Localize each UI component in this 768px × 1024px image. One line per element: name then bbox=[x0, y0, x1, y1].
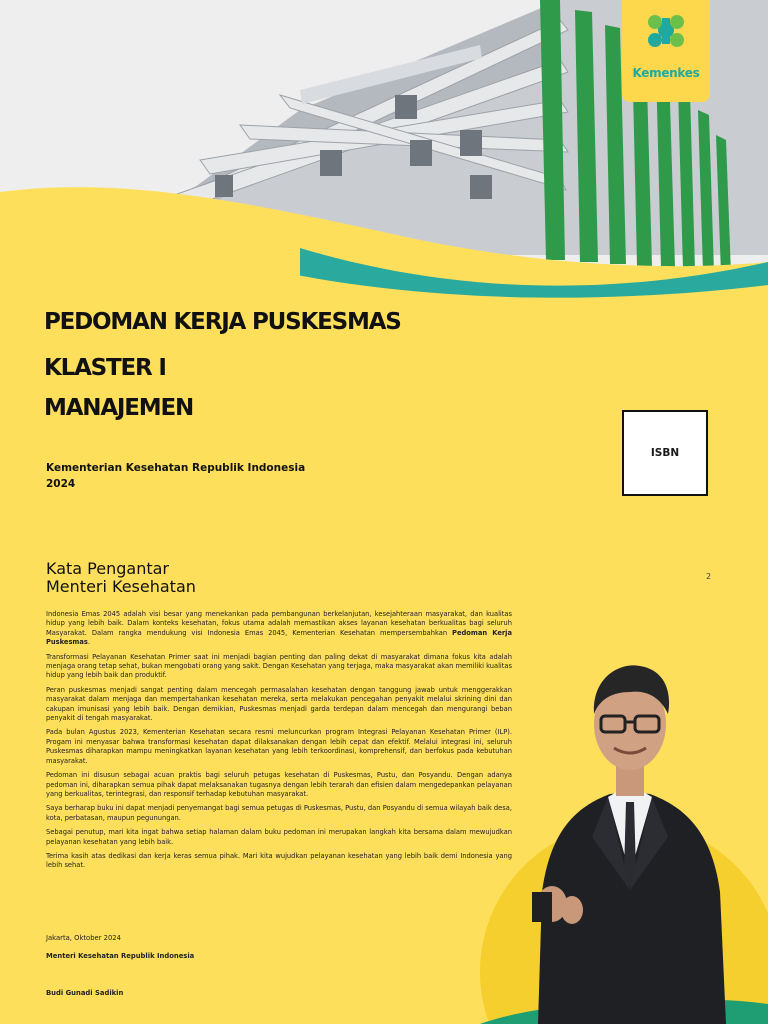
foreword-body bbox=[46, 610, 512, 876]
paragraph: Saya berharap buku ini dapat menjadi penyemangat bagi semua petugas di Puskesmas, Pustu, dan Posyandu di semua wilayah baik desa, kota, perbatasan, maupun pegunungan. bbox=[46, 804, 512, 822]
logo-label: Kemenkes bbox=[632, 66, 700, 80]
paragraph: Indonesia Emas 2045 adalah visi besar yang menekankan pada pembangunan berkelanjutan, kesejahteraan masyarakat, dan kualitas hidup yang lebih baik. Dalam konteks kesehatan, fokus utama adalah memastikan akses layanan kesehatan berkualitas bagi seluruh Masyarakat. Dalam rangka mendukung visi Indonesia Emas 2045, Kementerian Kesehatan mempersembahkan Pedoman Kerja Puskesmas. bbox=[46, 610, 512, 647]
paragraph: Pedoman ini disusun sebagai acuan praktis bagi seluruh petugas kesehatan di Puskesmas, Pustu, dan Posyandu. Dengan adanya pedoman ini, diharapkan semua pihak dapat melaksanakan tugasnya dengan lebih terarah dan efisien dalam mengedepankan pelayanan yang berkualitas, terintegrasi, dan responsif terhadap kebutuhan masyarakat. bbox=[46, 771, 512, 798]
foreword-page bbox=[0, 532, 768, 1024]
signatory-name: Budi Gunadi Sadikin bbox=[46, 989, 124, 997]
publication-year: 2024 bbox=[46, 478, 76, 490]
foreword-heading bbox=[46, 560, 196, 596]
cover-title-line-3: MANAJEMEN bbox=[44, 395, 194, 421]
heading-line-1: Kata Pengantar bbox=[46, 559, 169, 578]
cover-title-line-1: PEDOMAN KERJA PUSKESMAS bbox=[44, 309, 401, 335]
publisher-block bbox=[46, 460, 305, 492]
cover-title-line-2: KLASTER I bbox=[44, 355, 166, 381]
paragraph: Peran puskesmas menjadi sangat penting dalam mencegah permasalahan kesehatan dengan tanggung jawab untuk menggerakkan masyarakat dalam menjaga dan mempertahankan kesehatan mereka, serta melakukan pencegahan penyakit melalui skrining dini dan cakupan imunisasi yang lebih baik. Dengan demikian, Puskesmas menjadi garda terdepan dalam mencegah dan mengurangi beban penyakit di tengah masyarakat. bbox=[46, 685, 512, 723]
kemenkes-emblem-icon bbox=[622, 0, 710, 66]
place-date: Jakarta, Oktober 2024 bbox=[46, 934, 121, 942]
isbn-box bbox=[622, 410, 708, 496]
signatory-title: Menteri Kesehatan Republik Indonesia bbox=[46, 952, 195, 960]
bold-phrase: Pedoman Kerja Puskesmas bbox=[46, 628, 512, 647]
isbn-label: ISBN bbox=[650, 447, 680, 459]
heading-line-2: Menteri Kesehatan bbox=[46, 577, 196, 596]
paragraph: Pada bulan Agustus 2023, Kementerian Kesehatan secara resmi meluncurkan program Integrasi Pelayanan Kesehatan Primer (ILP). Progam ini menyasar bahwa transformasi kesehatan dapat dilaksanakan dengan lebih cepat dan efektif. Melalui integrasi ini, seluruh Puskesmas diharapkan mampu meningkatkan layanan kesehatan yang lebih terkoordinasi, komprehensif, dan berfokus pada kebutuhan masyarakat. bbox=[46, 728, 512, 765]
paragraph: Terima kasih atas dedikasi dan kerja keras semua pihak. Mari kita wujudkan pelayanan kesehatan yang lebih baik demi Indonesia yang lebih sehat. bbox=[46, 851, 512, 870]
paragraph: Transformasi Pelayanan Kesehatan Primer saat ini menjadi bagian penting dan paling dekat di masyarakat dimana fokus kita adalah menjaga orang tetap sehat, bukan mengobati orang yang sakit. Dengan Kesehatan yang terjaga, maka masyarakat akan memiliki kualitas hidup yang lebih baik dan produktif. bbox=[46, 652, 512, 680]
kemenkes-logo bbox=[622, 0, 710, 102]
page-number: 2 bbox=[706, 572, 712, 581]
publisher-name: Kementerian Kesehatan Republik Indonesia bbox=[46, 462, 306, 474]
paragraph: Sebagai penutup, mari kita ingat bahwa setiap halaman dalam buku pedoman ini merupakan langkah kita bersama dalam mewujudkan pelayanan kesehatan yang lebih baik. bbox=[46, 828, 512, 846]
minister-portrait bbox=[480, 642, 768, 1024]
